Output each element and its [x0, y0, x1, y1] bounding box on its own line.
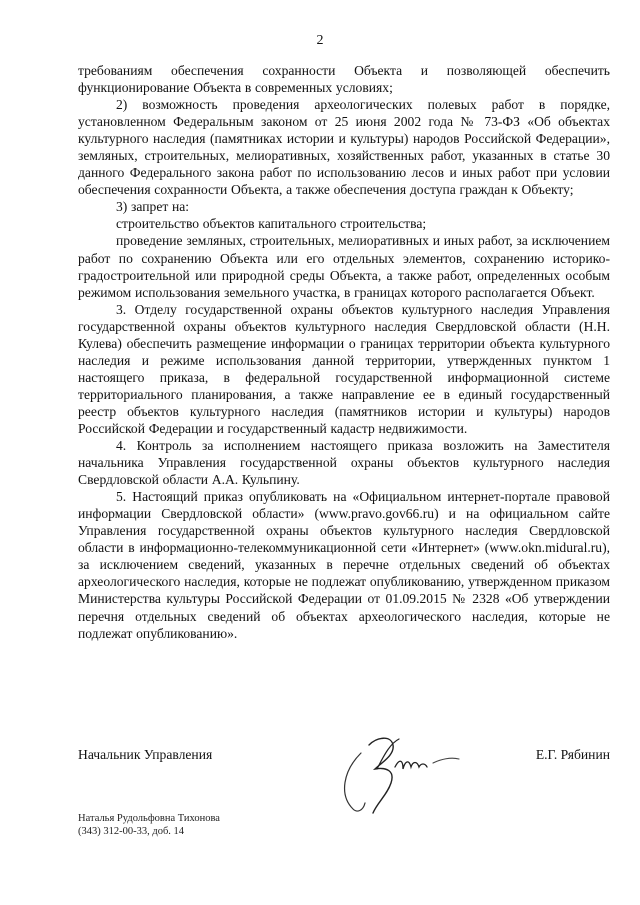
paragraph-prohibition-2: проведение земляных, строительных, мелиоративных и иных работ, за исключением работ по сохранению Объекта или его отдельных элементов, сохранению историко-градостроительной или природной среды Объекта, а также работ, определенных особым режимом использования земельного участка, в границах которого располагается Объект. — [78, 233, 610, 300]
signer-name: Е.Г. Рябинин — [535, 747, 610, 762]
page-number: 2 — [316, 33, 324, 48]
paragraph-point-5: 5. Настоящий приказ опубликовать на «Официальном интернет-портале правовой информации Свердловской области» (www.pravo.gov66.ru) и на официальном сайте Управления государственной охраны объектов культурного наследия Свердловской области в информационно-телекоммуникационной сети «Интернет» (www.okn.midural.ru), за исключением сведений, указанных в перечне отдельных сведений об объектах археологического наследия, которые не подлежат опубликованию, утвержденном приказом Министерства культуры Российской Федерации от 01.09.2015 № 2328 «Об утверждении перечня отдельных сведений об объектах археологического наследия, которые не подлежат опубликованию». — [78, 489, 610, 641]
executor-info — [78, 812, 220, 838]
signer-title: Начальник Управления — [78, 747, 213, 762]
paragraph-continuation: требованиям обеспечения сохранности Объекта и позволяющей обеспечить функционирование Объекта в современных условиях; — [78, 63, 610, 96]
paragraph-point-4: 4. Контроль за исполнением настоящего приказа возложить на Заместителя начальника Управления государственной охраны объектов культурного наследия Свердловской области А.А. Кульпину. — [78, 438, 610, 488]
executor-name: Наталья Рудольфовна Тихонова — [78, 813, 220, 824]
paragraph-item-2: 2) возможность проведения археологических полевых работ в порядке, установленном Федеральным законом от 25 июня 2002 года № 73-ФЗ «Об объектах культурного наследия (памятниках истории и культуры) народов Российской Федерации», земляных, строительных, мелиоративных, хозяйственных работ, указанных в статье 30 данного Федерального закона работ по использованию лесов и иных работ при условии обеспечения сохранности Объекта, а также обеспечения доступа граждан к Объекту; — [78, 97, 610, 198]
paragraph-prohibition-1: строительство объектов капитального строительства; — [116, 216, 427, 232]
paragraph-item-3: 3) запрет на: — [116, 199, 190, 215]
paragraph-point-3: 3. Отделу государственной охраны объектов культурного наследия Управления государственной охраны объектов культурного наследия Свердловской области (Н.Н. Кулева) обеспечить размещение информации о границах территории объекта культурного наследия и режиме использования данной территории, утвержденных пунктом 1 настоящего приказа, в федеральной государственной информационной системе территориального планирования, а также направление ее в единый государственный реестр объектов культурного наследия (памятников истории и культуры) народов Российской Федерации и государственный кадастр недвижимости. — [78, 301, 610, 436]
executor-phone: (343) 312-00-33, доб. 14 — [78, 826, 185, 837]
handwritten-signature — [333, 723, 483, 823]
document-body — [78, 62, 610, 642]
